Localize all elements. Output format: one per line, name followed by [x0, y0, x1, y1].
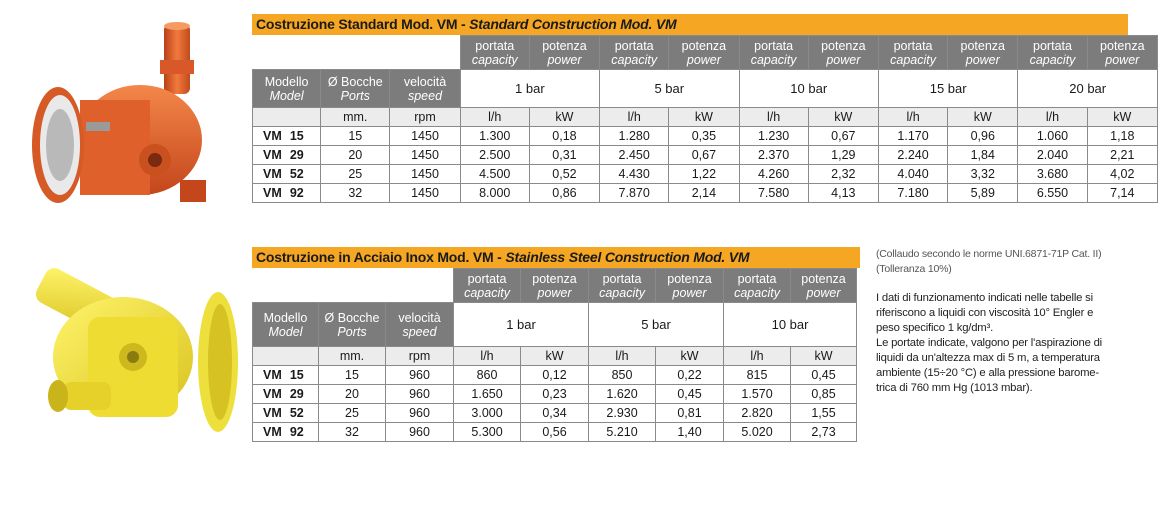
capacity-cell: 8.000: [460, 184, 529, 203]
table-cell: l/h: [600, 108, 669, 127]
capacity-cell: 2.820: [724, 404, 791, 423]
table-cell: kW: [1087, 108, 1157, 127]
capacity-cell: 1.170: [878, 127, 947, 146]
ports-cell: 25: [319, 404, 386, 423]
table-cell: potenza power: [791, 269, 857, 303]
pressure-header: 5 bar: [600, 70, 739, 108]
table-cell: [253, 347, 319, 366]
table-cell: l/h: [878, 108, 947, 127]
model-cell: VM 52: [253, 165, 321, 184]
table-cell: kW: [521, 347, 589, 366]
capacity-cell: 2.240: [878, 146, 947, 165]
ports-cell: 32: [319, 423, 386, 442]
table-cell: velocità speed: [386, 303, 454, 347]
table-row: [253, 366, 857, 385]
capacity-cell: 5.020: [724, 423, 791, 442]
capacity-cell: 4.040: [878, 165, 947, 184]
power-cell: 3,32: [948, 165, 1018, 184]
power-cell: 2,21: [1087, 146, 1157, 165]
ports-cell: 15: [321, 127, 390, 146]
pressure-header: 20 bar: [1018, 70, 1158, 108]
capacity-cell: 7.870: [600, 184, 669, 203]
power-cell: 0,45: [791, 366, 857, 385]
table-cell: portata capacity: [454, 269, 521, 303]
rpm-cell: 1450: [390, 184, 460, 203]
model-cell: VM 29: [253, 146, 321, 165]
table-cell: 5 bar: [589, 303, 724, 347]
table-cell: kW: [948, 108, 1018, 127]
table-cell: [253, 269, 454, 303]
test-standard-note: (Collaudo secondo le norme UNI.6871-71P Cat. II): [876, 248, 1102, 260]
table-cell: l/h: [739, 108, 808, 127]
capacity-cell: 7.180: [878, 184, 947, 203]
table1-title: Costruzione Standard Mod. VM - Standard Construction Mod. VM: [252, 14, 1128, 35]
power-cell: 1,18: [1087, 127, 1157, 146]
power-cell: 1,55: [791, 404, 857, 423]
table-cell: rpm: [390, 108, 460, 127]
note-line: I dati di funzionamento indicati nelle tabelle si: [876, 292, 1093, 304]
table-cell: potenza power: [521, 269, 589, 303]
ports-cell: 20: [319, 385, 386, 404]
rpm-cell: 960: [386, 385, 454, 404]
table-cell: potenza power: [656, 269, 724, 303]
power-cell: 0,34: [521, 404, 589, 423]
table-row: [253, 127, 1158, 146]
capacity-cell: 2.930: [589, 404, 656, 423]
table-cell: potenza power: [1087, 36, 1157, 70]
capacity-cell: 1.280: [600, 127, 669, 146]
power-cell: 1,40: [656, 423, 724, 442]
capacity-cell: 2.040: [1018, 146, 1087, 165]
power-cell: 0,23: [521, 385, 589, 404]
pressure-header: 10 bar: [739, 70, 878, 108]
ports-cell: 20: [321, 146, 390, 165]
tolerance-note: (Tolleranza 10%): [876, 263, 952, 275]
power-cell: 0,96: [948, 127, 1018, 146]
power-header: potenza power: [529, 36, 599, 70]
table-cell: kW: [529, 108, 599, 127]
capacity-cell: 6.550: [1018, 184, 1087, 203]
model-cell: VM 92: [253, 184, 321, 203]
note-line: liquidi da un'altezza max di 5 m, a temperatura: [876, 352, 1100, 364]
table-cell: 10 bar: [724, 303, 857, 347]
rpm-cell: 960: [386, 366, 454, 385]
table-cell: l/h: [1018, 108, 1087, 127]
power-cell: 0,18: [529, 127, 599, 146]
table-cell: kW: [669, 108, 739, 127]
table-row: [253, 146, 1158, 165]
power-cell: 2,73: [791, 423, 857, 442]
power-cell: 0,12: [521, 366, 589, 385]
power-cell: 0,45: [656, 385, 724, 404]
table-cell: l/h: [460, 108, 529, 127]
power-cell: 4,02: [1087, 165, 1157, 184]
model-cell: VM 29: [253, 385, 319, 404]
capacity-cell: 4.260: [739, 165, 808, 184]
table-cell: mm.: [319, 347, 386, 366]
table-cell: Modello Model: [253, 303, 319, 347]
capacity-cell: 2.370: [739, 146, 808, 165]
capacity-cell: 2.500: [460, 146, 529, 165]
capacity-cell: 1.650: [454, 385, 521, 404]
power-cell: 0,22: [656, 366, 724, 385]
table-cell: l/h: [724, 347, 791, 366]
table-cell: potenza power: [808, 36, 878, 70]
power-cell: 0,81: [656, 404, 724, 423]
capacity-cell: 3.000: [454, 404, 521, 423]
speed-header: velocità speed: [390, 70, 460, 108]
table-row: [253, 385, 857, 404]
table-cell: kW: [656, 347, 724, 366]
model-cell: VM 92: [253, 423, 319, 442]
capacity-cell: 4.500: [460, 165, 529, 184]
capacity-cell: 1.230: [739, 127, 808, 146]
power-cell: 4,13: [808, 184, 878, 203]
power-cell: 0,67: [808, 127, 878, 146]
note-line: peso specifico 1 kg/dm³.: [876, 322, 994, 334]
power-cell: 0,67: [669, 146, 739, 165]
rpm-cell: 960: [386, 404, 454, 423]
power-cell: 2,32: [808, 165, 878, 184]
pressure-header: 1 bar: [460, 70, 599, 108]
table-cell: mm.: [321, 108, 390, 127]
ports-cell: 25: [321, 165, 390, 184]
table-cell: portata capacity: [1018, 36, 1087, 70]
table-cell: portata capacity: [878, 36, 947, 70]
rpm-cell: 960: [386, 423, 454, 442]
model-cell: VM 15: [253, 127, 321, 146]
capacity-cell: 3.680: [1018, 165, 1087, 184]
power-cell: 5,89: [948, 184, 1018, 203]
table-cell: l/h: [454, 347, 521, 366]
table-cell: potenza power: [669, 36, 739, 70]
table-row: [253, 404, 857, 423]
orange-pump-image: [30, 20, 220, 225]
capacity-cell: 4.430: [600, 165, 669, 184]
power-cell: 1,22: [669, 165, 739, 184]
table-cell: portata capacity: [589, 269, 656, 303]
power-cell: 0,86: [529, 184, 599, 203]
power-cell: 2,14: [669, 184, 739, 203]
model-header: Modello Model: [253, 70, 321, 108]
capacity-cell: 815: [724, 366, 791, 385]
table-cell: l/h: [589, 347, 656, 366]
capacity-cell: 2.450: [600, 146, 669, 165]
rpm-cell: 1450: [390, 146, 460, 165]
power-cell: 0,52: [529, 165, 599, 184]
table-cell: [253, 36, 461, 70]
test-notes: [876, 247, 1128, 396]
power-cell: 1,84: [948, 146, 1018, 165]
capacity-cell: 850: [589, 366, 656, 385]
table-row: [253, 184, 1158, 203]
rpm-cell: 1450: [390, 127, 460, 146]
table-cell: Ø Bocche Ports: [319, 303, 386, 347]
table-row: [253, 423, 857, 442]
table-cell: portata capacity: [600, 36, 669, 70]
pressure-header: 15 bar: [878, 70, 1017, 108]
ports-cell: 32: [321, 184, 390, 203]
capacity-cell: 5.300: [454, 423, 521, 442]
note-line: riferiscono a liquidi con viscosità 10° Engler e: [876, 307, 1094, 319]
rpm-cell: 1450: [390, 165, 460, 184]
capacity-cell: 1.620: [589, 385, 656, 404]
table-cell: kW: [808, 108, 878, 127]
power-cell: 7,14: [1087, 184, 1157, 203]
table-cell: portata capacity: [724, 269, 791, 303]
table-cell: rpm: [386, 347, 454, 366]
power-cell: 0,85: [791, 385, 857, 404]
power-cell: 1,29: [808, 146, 878, 165]
capacity-cell: 1.060: [1018, 127, 1087, 146]
model-cell: VM 52: [253, 404, 319, 423]
table2-title: Costruzione in Acciaio Inox Mod. VM - Stainless Steel Construction Mod. VM: [252, 247, 860, 268]
capacity-cell: 1.300: [460, 127, 529, 146]
table-cell: [253, 108, 321, 127]
capacity-cell: 1.570: [724, 385, 791, 404]
table-row: [253, 165, 1158, 184]
yellow-pump-image: [28, 262, 243, 447]
table-cell: potenza power: [948, 36, 1018, 70]
note-line: trica di 760 mm Hg (1013 mbar).: [876, 382, 1033, 394]
note-line: Le portate indicate, valgono per l'aspirazione di: [876, 337, 1102, 349]
ports-header: Ø Bocche Ports: [321, 70, 390, 108]
capacity-cell: 860: [454, 366, 521, 385]
capacity-cell: 5.210: [589, 423, 656, 442]
note-line: ambiente (15÷20 °C) e alla pressione barome-: [876, 367, 1099, 379]
standard-construction-table: [252, 14, 1145, 210]
ports-cell: 15: [319, 366, 386, 385]
capacity-header: portata capacity: [460, 36, 529, 70]
capacity-cell: 7.580: [739, 184, 808, 203]
power-cell: 0,56: [521, 423, 589, 442]
power-cell: 0,35: [669, 127, 739, 146]
model-cell: VM 15: [253, 366, 319, 385]
table-cell: 1 bar: [454, 303, 589, 347]
table-cell: kW: [791, 347, 857, 366]
units-row: [253, 108, 1158, 127]
table-cell: portata capacity: [739, 36, 808, 70]
power-cell: 0,31: [529, 146, 599, 165]
